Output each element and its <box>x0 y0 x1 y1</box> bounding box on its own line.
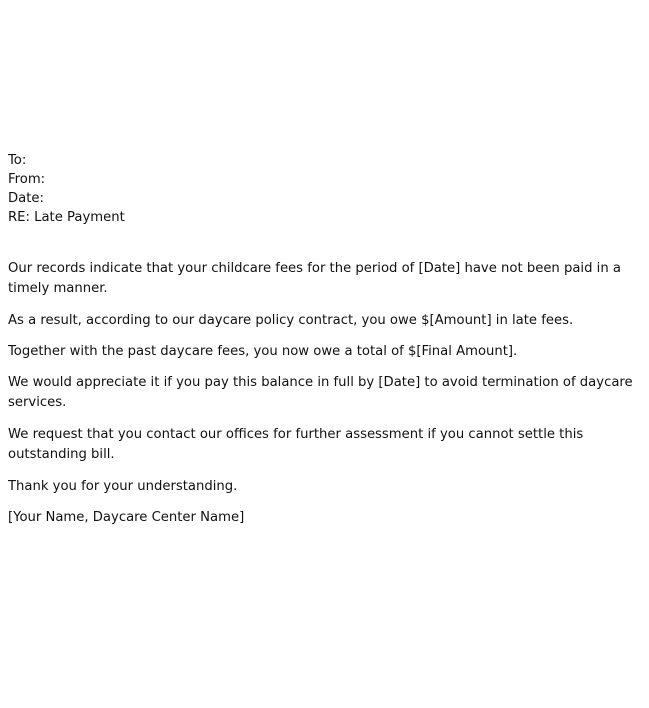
paragraph-late-fee: As a result, according to our daycare policy contract, you owe $[Amount] in late fees. <box>8 313 574 328</box>
letter-body <box>8 259 642 528</box>
paragraph-overdue-notice: Our records indicate that your childcare fees for the period of [Date] have not been paid in a timely manner. <box>8 261 621 296</box>
date-line: Date: <box>8 191 44 206</box>
paragraph-thank-you: Thank you for your understanding. <box>8 479 238 494</box>
memo-header <box>8 151 642 227</box>
signature-line: [Your Name, Daycare Center Name] <box>8 510 245 525</box>
paragraph-total-owed: Together with the past daycare fees, you now owe a total of $[Final Amount]. <box>8 344 518 359</box>
to-line: To: <box>8 153 27 168</box>
paragraph-contact-request: We request that you contact our offices for further assessment if you cannot settle this outstanding bill. <box>8 427 584 462</box>
letter-document <box>8 151 642 539</box>
from-line: From: <box>8 172 46 187</box>
subject-line: RE: Late Payment <box>8 210 125 225</box>
paragraph-payment-deadline: We would appreciate it if you pay this balance in full by [Date] to avoid termination of daycare services. <box>8 375 633 410</box>
